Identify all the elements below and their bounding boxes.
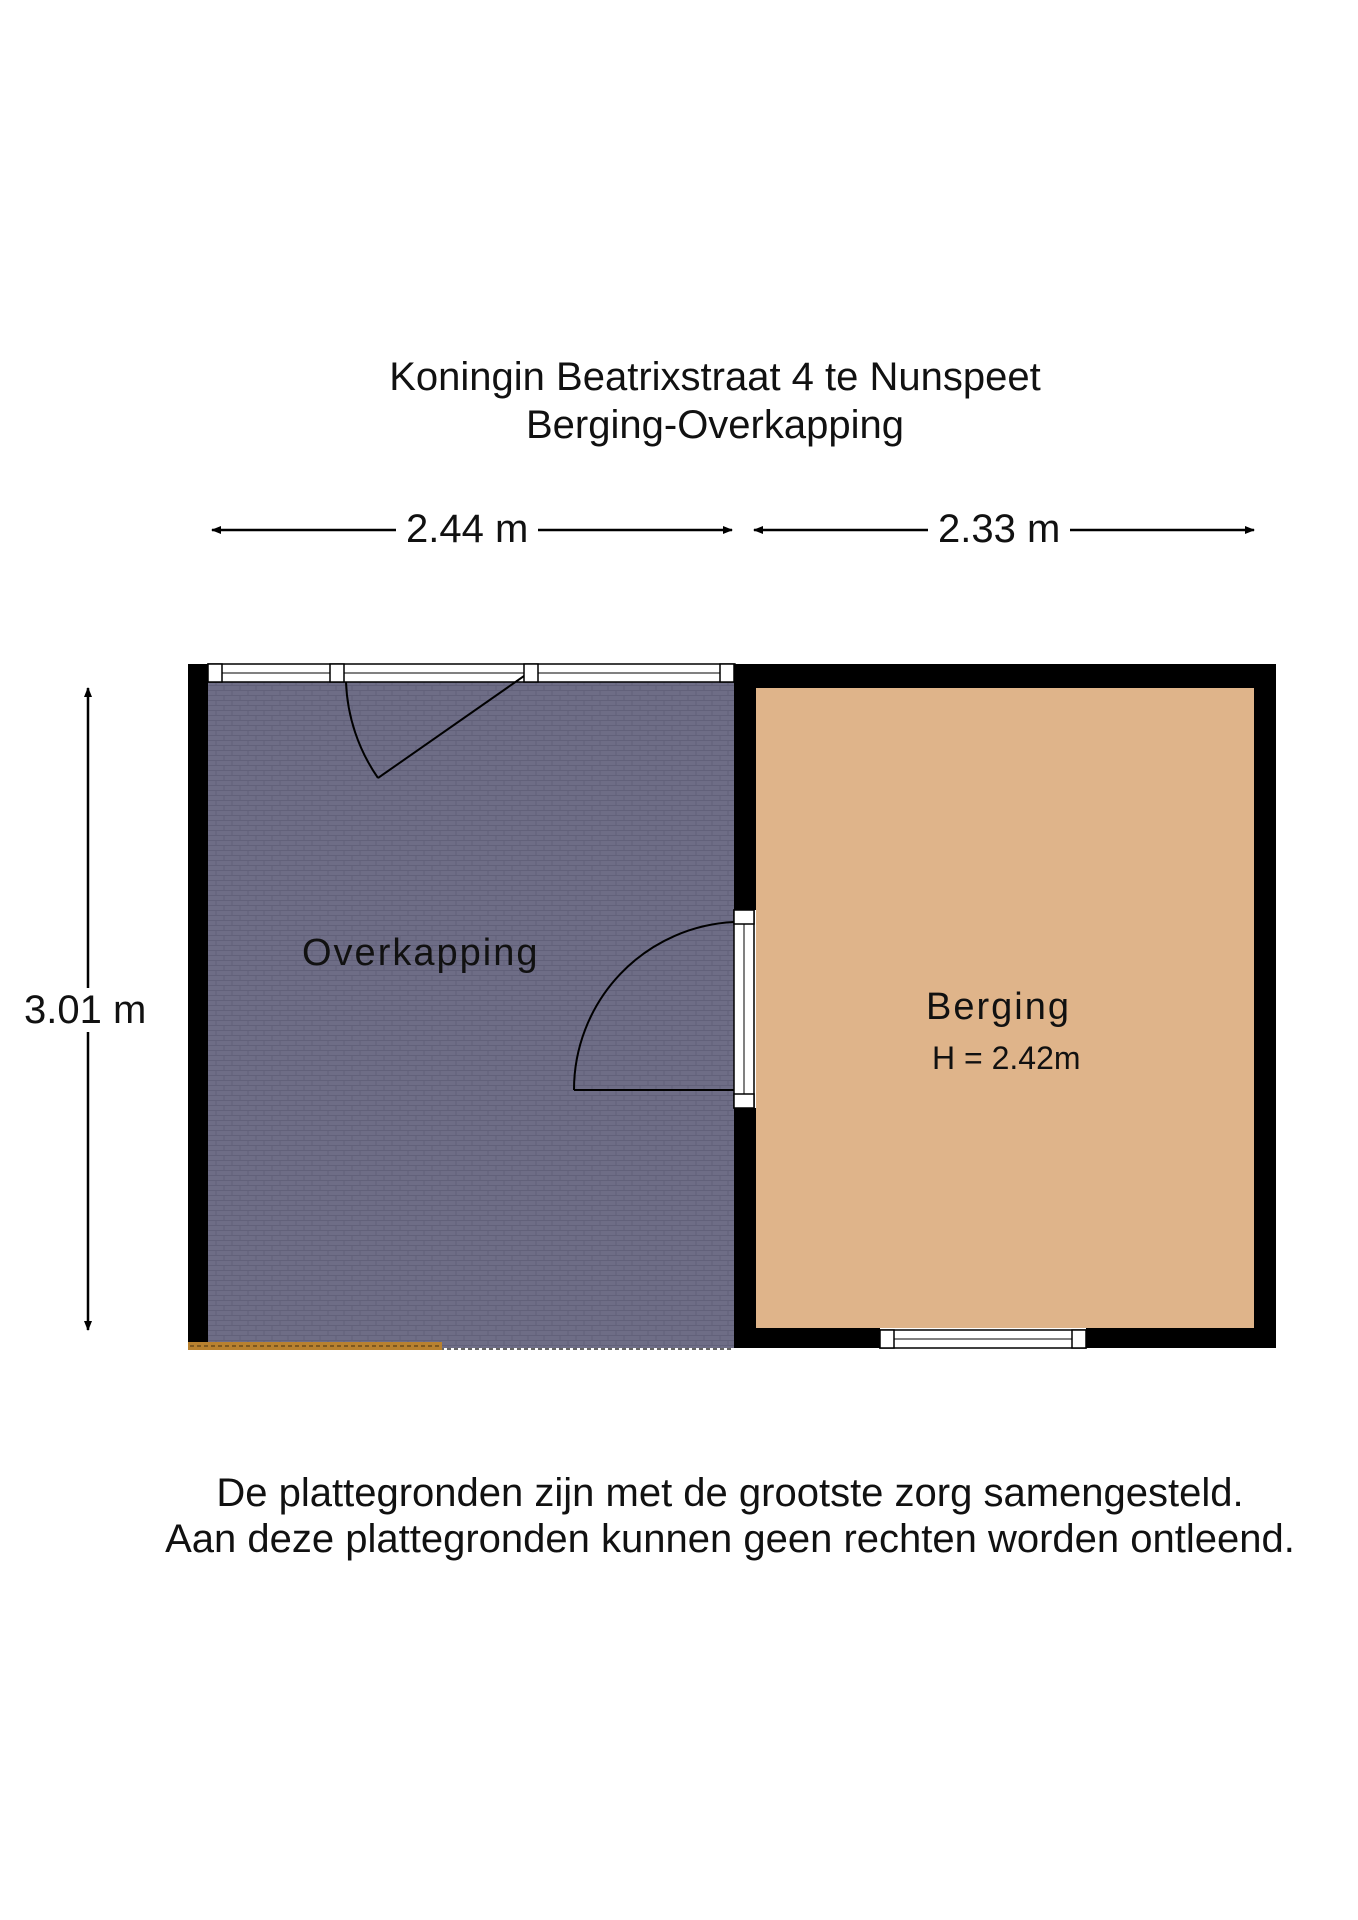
dimension-width-left: 2.44 m (396, 507, 538, 551)
overkapping-floor (208, 682, 735, 1348)
wall-middle-upper (734, 664, 756, 910)
wall-middle-lower (734, 1108, 756, 1348)
room-height-berging: H = 2.42m (932, 1040, 1081, 1076)
top-window (208, 664, 735, 682)
plan-title: Koningin Beatrixstraat 4 te Nunspeet (389, 355, 1041, 399)
wall-berging-bottom-right (1086, 1328, 1276, 1348)
wall-berging-top (734, 664, 1276, 688)
disclaimer-line-2: Aan deze plattegronden kunnen geen rechten worden ontleend. (165, 1517, 1295, 1561)
dimension-width-right: 2.33 m (928, 507, 1070, 551)
wall-berging-bottom-left (734, 1328, 880, 1348)
room-label-berging: Berging (926, 986, 1071, 1028)
wall-berging-right (1254, 664, 1276, 1348)
room-label-overkapping: Overkapping (302, 932, 540, 974)
dimension-height: 3.01 m (14, 988, 156, 1032)
bottom-window (880, 1330, 1086, 1348)
plan-subtitle: Berging-Overkapping (526, 403, 904, 447)
wall-left (188, 664, 208, 1348)
disclaimer-line-1: De plattegronden zijn met de grootste zorg samengesteld. (216, 1471, 1244, 1515)
